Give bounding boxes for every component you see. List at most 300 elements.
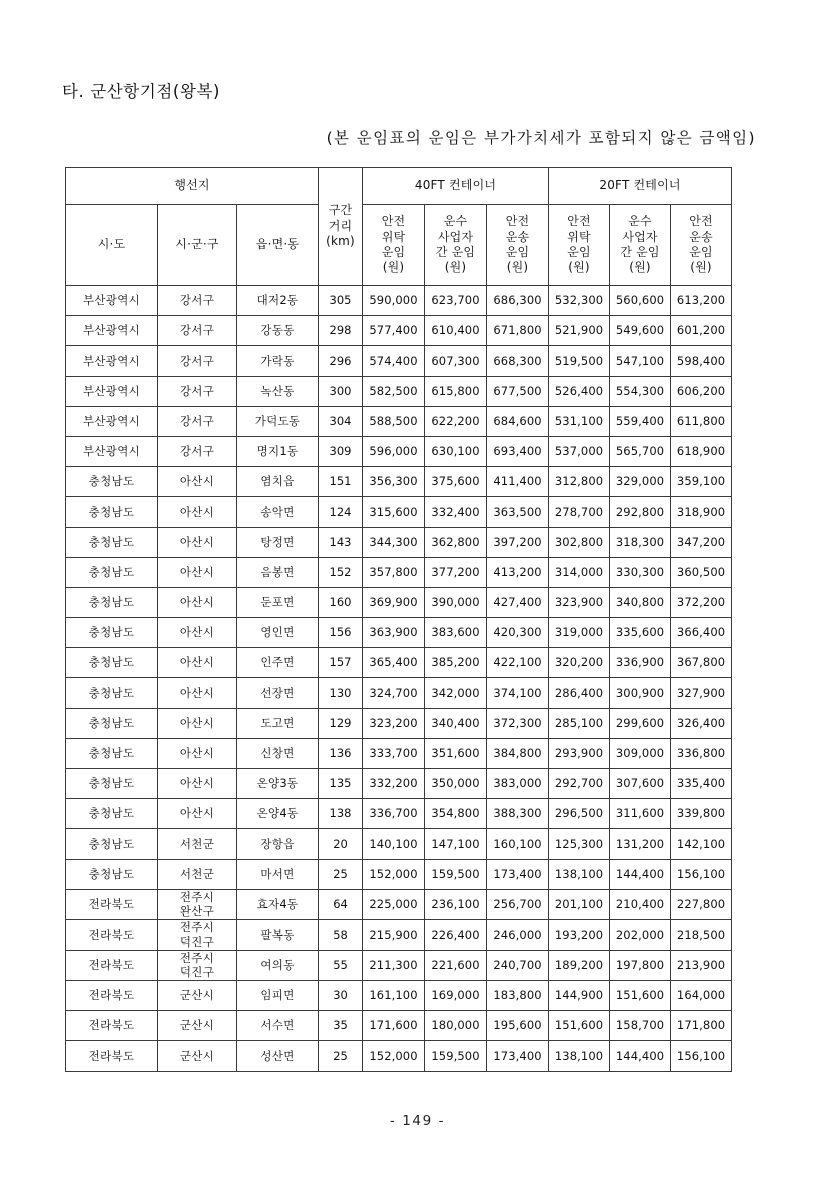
cell-20ft-safe-consign-fare: 285,100: [549, 708, 610, 738]
cell-eupmyeondong: 임피면: [237, 981, 319, 1011]
cell-20ft-safe-consign-fare: 323,900: [549, 587, 610, 617]
table-row: [66, 346, 732, 376]
cell-20ft-carrier-fare: 158,700: [610, 1011, 671, 1041]
cell-20ft-safe-consign-fare: 521,900: [549, 316, 610, 346]
cell-20ft-carrier-fare: 144,400: [610, 1041, 671, 1071]
cell-20ft-carrier-fare: 131,200: [610, 829, 671, 859]
cell-eupmyeondong: 명지1동: [237, 436, 319, 466]
cell-distance-km: 152: [319, 557, 363, 587]
cell-40ft-carrier-fare: 607,300: [425, 346, 487, 376]
header-distance-line1: 구간: [328, 203, 353, 218]
cell-40ft-carrier-fare: 159,500: [425, 1041, 487, 1071]
cell-40ft-safe-transport-fare: 372,300: [487, 708, 549, 738]
cell-20ft-safe-transport-fare: 327,900: [671, 678, 732, 708]
cell-sigungu: 아산시: [158, 738, 237, 768]
cell-20ft-safe-consign-fare: 286,400: [549, 678, 610, 708]
cell-20ft-safe-transport-fare: 227,800: [671, 889, 732, 919]
cell-20ft-carrier-fare: 560,600: [610, 286, 671, 316]
cell-sido: 충청남도: [66, 799, 158, 829]
cell-40ft-safe-transport-fare: 668,300: [487, 346, 549, 376]
header-line: 간 운임: [435, 245, 476, 259]
cell-40ft-safe-consign-fare: 596,000: [363, 436, 425, 466]
cell-20ft-safe-transport-fare: 613,200: [671, 286, 732, 316]
cell-sido: 전라북도: [66, 920, 158, 950]
cell-sigungu: 아산시: [158, 708, 237, 738]
cell-40ft-carrier-fare: 383,600: [425, 618, 487, 648]
table-row: [66, 497, 732, 527]
table-row: [66, 889, 732, 919]
cell-40ft-safe-transport-fare: 183,800: [487, 981, 549, 1011]
cell-40ft-safe-transport-fare: 173,400: [487, 1041, 549, 1071]
cell-distance-km: 130: [319, 678, 363, 708]
cell-sigungu: 강서구: [158, 346, 237, 376]
header-line: (원): [382, 260, 405, 275]
cell-40ft-safe-consign-fare: 357,800: [363, 557, 425, 587]
cell-20ft-carrier-fare: 549,600: [610, 316, 671, 346]
cell-20ft-carrier-fare: 329,000: [610, 467, 671, 497]
cell-20ft-safe-consign-fare: 319,000: [549, 618, 610, 648]
cell-40ft-safe-consign-fare: 344,300: [363, 527, 425, 557]
cell-sigungu: 군산시: [158, 981, 237, 1011]
cell-40ft-safe-consign-fare: 152,000: [363, 859, 425, 889]
cell-20ft-safe-transport-fare: 156,100: [671, 1041, 732, 1071]
table-row: [66, 829, 732, 859]
cell-sigungu: 아산시: [158, 799, 237, 829]
cell-distance-km: 156: [319, 618, 363, 648]
header-line: 사업자: [622, 229, 658, 244]
vat-note: (본 운임표의 운임은 부가가치세가 포함되지 않은 금액임): [326, 129, 756, 147]
cell-sigungu: 강서구: [158, 286, 237, 316]
cell-distance-km: 138: [319, 799, 363, 829]
cell-20ft-safe-transport-fare: 339,800: [671, 799, 732, 829]
cell-20ft-safe-transport-fare: 598,400: [671, 346, 732, 376]
cell-40ft-safe-consign-fare: 332,200: [363, 769, 425, 799]
cell-40ft-carrier-fare: 615,800: [425, 376, 487, 406]
cell-20ft-carrier-fare: 311,600: [610, 799, 671, 829]
cell-40ft-carrier-fare: 236,100: [425, 889, 487, 919]
cell-40ft-safe-transport-fare: 422,100: [487, 648, 549, 678]
cell-40ft-carrier-fare: 180,000: [425, 1011, 487, 1041]
cell-sigungu: 군산시: [158, 1011, 237, 1041]
cell-eupmyeondong: 성산면: [237, 1041, 319, 1071]
cell-sido: 충청남도: [66, 557, 158, 587]
cell-distance-km: 25: [319, 859, 363, 889]
cell-20ft-safe-consign-fare: 526,400: [549, 376, 610, 406]
header-row-columns: [66, 205, 732, 286]
cell-20ft-carrier-fare: 307,600: [610, 769, 671, 799]
cell-20ft-safe-transport-fare: 606,200: [671, 376, 732, 406]
header-line: 사업자: [437, 229, 474, 244]
cell-40ft-safe-transport-fare: 686,300: [487, 286, 549, 316]
cell-distance-km: 151: [319, 467, 363, 497]
cell-eupmyeondong: 선장면: [237, 678, 319, 708]
cell-eupmyeondong: 서수면: [237, 1011, 319, 1041]
cell-sigungu: 아산시: [158, 557, 237, 587]
cell-sido: 충청남도: [66, 829, 158, 859]
cell-20ft-carrier-fare: 300,900: [610, 678, 671, 708]
cell-sido: 충청남도: [66, 769, 158, 799]
cell-40ft-safe-transport-fare: 427,400: [487, 587, 549, 617]
cell-distance-km: 298: [319, 316, 363, 346]
cell-40ft-safe-transport-fare: 246,000: [487, 920, 549, 950]
cell-20ft-carrier-fare: 318,300: [610, 527, 671, 557]
cell-eupmyeondong: 효자4동: [237, 889, 319, 919]
cell-distance-km: 55: [319, 950, 363, 980]
cell-20ft-safe-consign-fare: 302,800: [549, 527, 610, 557]
header-line: 위탁: [381, 229, 406, 244]
cell-sido: 충청남도: [66, 527, 158, 557]
cell-distance-km: 304: [319, 406, 363, 436]
cell-20ft-safe-transport-fare: 601,200: [671, 316, 732, 346]
cell-distance-km: 296: [319, 346, 363, 376]
cell-20ft-safe-transport-fare: 156,100: [671, 859, 732, 889]
cell-sigungu: 아산시: [158, 678, 237, 708]
cell-20ft-safe-consign-fare: 320,200: [549, 648, 610, 678]
table-row: [66, 527, 732, 557]
cell-distance-km: 157: [319, 648, 363, 678]
cell-sigungu: 아산시: [158, 467, 237, 497]
header-line: 운임: [381, 245, 406, 259]
cell-40ft-carrier-fare: 354,800: [425, 799, 487, 829]
header-40ft-safe-consign-fare: [363, 205, 425, 286]
cell-eupmyeondong: 가덕도동: [237, 406, 319, 436]
cell-sido: 충청남도: [66, 648, 158, 678]
cell-40ft-carrier-fare: 350,000: [425, 769, 487, 799]
cell-40ft-carrier-fare: 377,200: [425, 557, 487, 587]
freight-rate-table: [65, 167, 732, 1072]
cell-sido: 부산광역시: [66, 406, 158, 436]
cell-sido: 전라북도: [66, 1041, 158, 1071]
cell-distance-km: 143: [319, 527, 363, 557]
header-20ft-safe-transport-fare: [671, 205, 732, 286]
cell-40ft-safe-consign-fare: 171,600: [363, 1011, 425, 1041]
cell-sigungu: 서천군: [158, 829, 237, 859]
cell-20ft-safe-transport-fare: 164,000: [671, 981, 732, 1011]
cell-20ft-safe-consign-fare: 314,000: [549, 557, 610, 587]
freight-rate-table-container: [65, 167, 731, 1072]
cell-20ft-carrier-fare: 144,400: [610, 859, 671, 889]
cell-sigungu: 전주시 덕진구: [158, 920, 237, 950]
cell-20ft-safe-transport-fare: 366,400: [671, 618, 732, 648]
cell-40ft-safe-consign-fare: 590,000: [363, 286, 425, 316]
header-eupmyeondong: 읍·면·동: [237, 205, 319, 286]
cell-20ft-safe-consign-fare: 278,700: [549, 497, 610, 527]
cell-20ft-carrier-fare: 565,700: [610, 436, 671, 466]
header-sigungu: 시·군·구: [158, 205, 237, 286]
header-row-groups: [66, 168, 732, 205]
header-group-20ft: 20FT 컨테이너: [549, 168, 732, 205]
header-20ft-safe-consign-fare: [549, 205, 610, 286]
cell-distance-km: 309: [319, 436, 363, 466]
cell-sido: 전라북도: [66, 981, 158, 1011]
cell-sido: 전라북도: [66, 889, 158, 919]
cell-40ft-safe-consign-fare: 356,300: [363, 467, 425, 497]
cell-40ft-safe-consign-fare: 315,600: [363, 497, 425, 527]
header-group-40ft: 40FT 컨테이너: [363, 168, 549, 205]
table-row: [66, 436, 732, 466]
header-destination-group: 행선지: [66, 168, 319, 205]
cell-distance-km: 300: [319, 376, 363, 406]
cell-20ft-carrier-fare: 309,000: [610, 738, 671, 768]
page-number: - 149 -: [389, 1113, 446, 1129]
cell-20ft-safe-consign-fare: 193,200: [549, 920, 610, 950]
cell-sido: 전라북도: [66, 950, 158, 980]
cell-20ft-carrier-fare: 292,800: [610, 497, 671, 527]
cell-20ft-safe-consign-fare: 537,000: [549, 436, 610, 466]
cell-40ft-carrier-fare: 622,200: [425, 406, 487, 436]
cell-40ft-safe-transport-fare: 684,600: [487, 406, 549, 436]
table-row: [66, 376, 732, 406]
header-20ft-carrier-fare: [610, 205, 671, 286]
cell-40ft-safe-consign-fare: 324,700: [363, 678, 425, 708]
cell-20ft-safe-consign-fare: 532,300: [549, 286, 610, 316]
cell-sido: 부산광역시: [66, 376, 158, 406]
header-40ft-safe-transport-fare: [487, 205, 549, 286]
cell-20ft-carrier-fare: 547,100: [610, 346, 671, 376]
cell-40ft-carrier-fare: 221,600: [425, 950, 487, 980]
cell-20ft-carrier-fare: 210,400: [610, 889, 671, 919]
header-line: 안전: [567, 214, 591, 229]
cell-distance-km: 160: [319, 587, 363, 617]
table-body: [66, 286, 732, 1072]
table-head: [66, 168, 732, 286]
header-line: 안전: [381, 214, 406, 229]
table-row: [66, 799, 732, 829]
cell-sigungu: 강서구: [158, 436, 237, 466]
header-line: 간 운임: [620, 245, 660, 259]
cell-distance-km: 58: [319, 920, 363, 950]
cell-40ft-safe-transport-fare: 383,000: [487, 769, 549, 799]
cell-eupmyeondong: 온양3동: [237, 769, 319, 799]
cell-sido: 충청남도: [66, 678, 158, 708]
table-row: [66, 587, 732, 617]
cell-20ft-safe-consign-fare: 293,900: [549, 738, 610, 768]
header-distance: [319, 168, 363, 286]
cell-sido: 충청남도: [66, 497, 158, 527]
cell-distance-km: 129: [319, 708, 363, 738]
cell-eupmyeondong: 음봉면: [237, 557, 319, 587]
cell-20ft-safe-consign-fare: 201,100: [549, 889, 610, 919]
cell-sigungu: 강서구: [158, 316, 237, 346]
cell-20ft-carrier-fare: 340,800: [610, 587, 671, 617]
cell-40ft-safe-transport-fare: 173,400: [487, 859, 549, 889]
cell-distance-km: 25: [319, 1041, 363, 1071]
cell-eupmyeondong: 팔복동: [237, 920, 319, 950]
cell-20ft-safe-consign-fare: 531,100: [549, 406, 610, 436]
header-line: (원): [568, 260, 590, 275]
cell-sigungu: 전주시 덕진구: [158, 950, 237, 980]
cell-40ft-safe-consign-fare: 588,500: [363, 406, 425, 436]
table-row: [66, 738, 732, 768]
cell-40ft-carrier-fare: 630,100: [425, 436, 487, 466]
cell-20ft-safe-transport-fare: 372,200: [671, 587, 732, 617]
cell-40ft-carrier-fare: 623,700: [425, 286, 487, 316]
cell-40ft-safe-consign-fare: 333,700: [363, 738, 425, 768]
table-row: [66, 406, 732, 436]
cell-eupmyeondong: 염치읍: [237, 467, 319, 497]
cell-20ft-safe-transport-fare: 367,800: [671, 648, 732, 678]
cell-sigungu: 서천군: [158, 859, 237, 889]
cell-20ft-safe-consign-fare: 151,600: [549, 1011, 610, 1041]
cell-sido: 충청남도: [66, 618, 158, 648]
cell-40ft-safe-consign-fare: 365,400: [363, 648, 425, 678]
cell-40ft-safe-consign-fare: 582,500: [363, 376, 425, 406]
cell-40ft-safe-consign-fare: 152,000: [363, 1041, 425, 1071]
cell-eupmyeondong: 녹산동: [237, 376, 319, 406]
cell-40ft-safe-transport-fare: 374,100: [487, 678, 549, 708]
cell-sido: 충청남도: [66, 708, 158, 738]
cell-sido: 전라북도: [66, 1011, 158, 1041]
cell-20ft-safe-transport-fare: 347,200: [671, 527, 732, 557]
cell-20ft-carrier-fare: 336,900: [610, 648, 671, 678]
header-line: 운수: [443, 214, 468, 229]
table-row: [66, 950, 732, 980]
cell-eupmyeondong: 온양4동: [237, 799, 319, 829]
header-line: 운임: [567, 245, 591, 259]
cell-eupmyeondong: 둔포면: [237, 587, 319, 617]
header-line: 안전: [689, 214, 713, 229]
header-line: 운송: [505, 229, 530, 244]
cell-eupmyeondong: 신창면: [237, 738, 319, 768]
cell-20ft-safe-consign-fare: 189,200: [549, 950, 610, 980]
cell-sigungu: 아산시: [158, 648, 237, 678]
cell-20ft-safe-transport-fare: 213,900: [671, 950, 732, 980]
header-sido: 시·도: [66, 205, 158, 286]
cell-20ft-carrier-fare: 554,300: [610, 376, 671, 406]
cell-40ft-safe-consign-fare: 577,400: [363, 316, 425, 346]
cell-sigungu: 아산시: [158, 587, 237, 617]
cell-distance-km: 35: [319, 1011, 363, 1041]
header-line: 운임: [689, 245, 713, 259]
cell-distance-km: 124: [319, 497, 363, 527]
cell-40ft-carrier-fare: 342,000: [425, 678, 487, 708]
cell-20ft-carrier-fare: 202,000: [610, 920, 671, 950]
cell-sido: 부산광역시: [66, 286, 158, 316]
cell-40ft-carrier-fare: 390,000: [425, 587, 487, 617]
cell-40ft-safe-consign-fare: 215,900: [363, 920, 425, 950]
cell-40ft-safe-transport-fare: 693,400: [487, 436, 549, 466]
cell-40ft-safe-consign-fare: 369,900: [363, 587, 425, 617]
cell-40ft-carrier-fare: 385,200: [425, 648, 487, 678]
cell-40ft-safe-consign-fare: 363,900: [363, 618, 425, 648]
table-row: [66, 316, 732, 346]
cell-40ft-carrier-fare: 340,400: [425, 708, 487, 738]
cell-40ft-carrier-fare: 226,400: [425, 920, 487, 950]
cell-40ft-safe-transport-fare: 413,200: [487, 557, 549, 587]
cell-eupmyeondong: 강동동: [237, 316, 319, 346]
header-distance-line3: (km): [326, 234, 355, 249]
cell-sigungu: 군산시: [158, 1041, 237, 1071]
cell-eupmyeondong: 탕정면: [237, 527, 319, 557]
cell-20ft-safe-consign-fare: 519,500: [549, 346, 610, 376]
table-row: [66, 618, 732, 648]
cell-20ft-safe-consign-fare: 125,300: [549, 829, 610, 859]
cell-20ft-safe-consign-fare: 312,800: [549, 467, 610, 497]
cell-40ft-safe-consign-fare: 336,700: [363, 799, 425, 829]
cell-20ft-carrier-fare: 197,800: [610, 950, 671, 980]
cell-sido: 충청남도: [66, 859, 158, 889]
table-row: [66, 981, 732, 1011]
cell-eupmyeondong: 인주면: [237, 648, 319, 678]
header-line: (원): [444, 260, 467, 275]
cell-eupmyeondong: 영인면: [237, 618, 319, 648]
table-row: [66, 286, 732, 316]
table-row: [66, 467, 732, 497]
table-row: [66, 1041, 732, 1071]
cell-eupmyeondong: 가락동: [237, 346, 319, 376]
cell-20ft-carrier-fare: 559,400: [610, 406, 671, 436]
header-line: 운수: [628, 214, 652, 229]
cell-40ft-safe-consign-fare: 211,300: [363, 950, 425, 980]
cell-20ft-safe-transport-fare: 318,900: [671, 497, 732, 527]
cell-40ft-carrier-fare: 375,600: [425, 467, 487, 497]
cell-sigungu: 아산시: [158, 497, 237, 527]
cell-40ft-safe-transport-fare: 388,300: [487, 799, 549, 829]
cell-sido: 충청남도: [66, 467, 158, 497]
table-row: [66, 1011, 732, 1041]
cell-distance-km: 20: [319, 829, 363, 859]
cell-40ft-safe-transport-fare: 671,800: [487, 316, 549, 346]
cell-sigungu: 아산시: [158, 769, 237, 799]
cell-sido: 충청남도: [66, 738, 158, 768]
cell-20ft-safe-transport-fare: 336,800: [671, 738, 732, 768]
cell-40ft-carrier-fare: 169,000: [425, 981, 487, 1011]
cell-eupmyeondong: 도고면: [237, 708, 319, 738]
cell-sido: 부산광역시: [66, 436, 158, 466]
cell-20ft-safe-transport-fare: 171,800: [671, 1011, 732, 1041]
cell-distance-km: 30: [319, 981, 363, 1011]
cell-40ft-safe-transport-fare: 160,100: [487, 829, 549, 859]
cell-distance-km: 136: [319, 738, 363, 768]
table-row: [66, 920, 732, 950]
cell-40ft-safe-transport-fare: 363,500: [487, 497, 549, 527]
cell-sido: 부산광역시: [66, 346, 158, 376]
cell-40ft-safe-consign-fare: 140,100: [363, 829, 425, 859]
page-title: 타. 군산항기점(왕복): [62, 82, 221, 101]
cell-eupmyeondong: 송악면: [237, 497, 319, 527]
cell-20ft-safe-transport-fare: 335,400: [671, 769, 732, 799]
cell-20ft-carrier-fare: 335,600: [610, 618, 671, 648]
cell-20ft-safe-consign-fare: 292,700: [549, 769, 610, 799]
cell-20ft-safe-transport-fare: 359,100: [671, 467, 732, 497]
cell-40ft-safe-transport-fare: 411,400: [487, 467, 549, 497]
cell-distance-km: 64: [319, 889, 363, 919]
header-line: 운송: [689, 229, 713, 244]
table-row: [66, 678, 732, 708]
cell-sigungu: 강서구: [158, 376, 237, 406]
cell-40ft-safe-transport-fare: 397,200: [487, 527, 549, 557]
cell-eupmyeondong: 여의동: [237, 950, 319, 980]
cell-40ft-safe-transport-fare: 384,800: [487, 738, 549, 768]
cell-40ft-safe-transport-fare: 420,300: [487, 618, 549, 648]
cell-40ft-carrier-fare: 147,100: [425, 829, 487, 859]
cell-20ft-safe-transport-fare: 618,900: [671, 436, 732, 466]
header-40ft-carrier-fare: [425, 205, 487, 286]
cell-20ft-safe-transport-fare: 360,500: [671, 557, 732, 587]
cell-distance-km: 135: [319, 769, 363, 799]
cell-20ft-safe-consign-fare: 138,100: [549, 1041, 610, 1071]
cell-40ft-safe-consign-fare: 574,400: [363, 346, 425, 376]
header-line: (원): [629, 260, 651, 275]
cell-20ft-carrier-fare: 151,600: [610, 981, 671, 1011]
header-line: 운임: [505, 245, 530, 259]
header-line: 안전: [505, 214, 530, 229]
header-line: (원): [690, 260, 712, 275]
table-row: [66, 708, 732, 738]
header-line: 위탁: [567, 229, 591, 244]
table-row: [66, 769, 732, 799]
cell-40ft-safe-transport-fare: 677,500: [487, 376, 549, 406]
